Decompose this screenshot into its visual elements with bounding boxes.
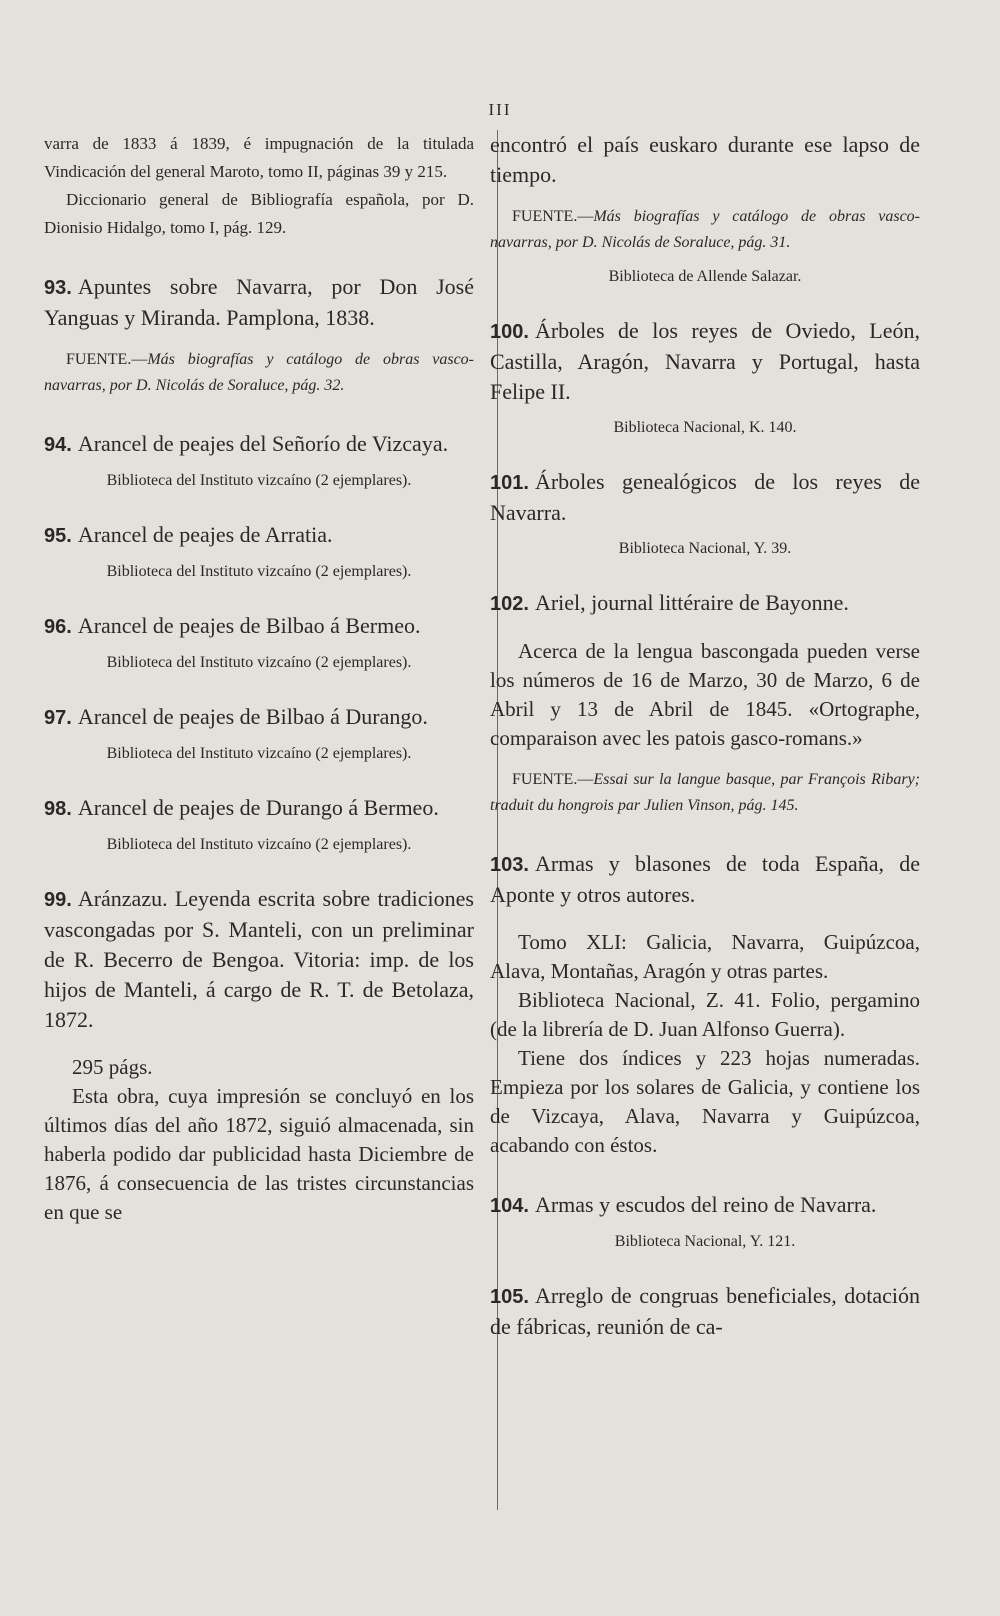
reference-note: Diccionario general de Bibliografía española, por D. Dionisio Hidalgo, tomo I, pág. 129. <box>44 190 474 237</box>
entry-number: 104. <box>490 1195 529 1217</box>
entry-number: 94. <box>44 434 72 456</box>
entry-source: FUENTE.—Essai sur la langue basque, par François Ribary; traduit du hongrois par Julien Vinson, pág. 145. <box>490 771 920 814</box>
entry-number: 103. <box>490 854 529 876</box>
entry-location: Biblioteca Nacional, Y. 39. <box>618 540 792 557</box>
entry-location: Biblioteca del Instituto vizcaíno (2 ejemplares). <box>106 472 412 489</box>
entry-95 <box>44 520 474 551</box>
entry-104 <box>490 1190 920 1221</box>
entry-title: Arancel de peajes de Durango á Bermeo. <box>77 795 439 820</box>
entry-title: Apuntes sobre Navarra, por Don José Yanguas y Miranda. Pamplona, 1838. <box>44 274 474 330</box>
entry-title: Ariel, journal littéraire de Bayonne. <box>534 590 849 615</box>
entry-number: 93. <box>44 277 72 299</box>
entry-99 <box>44 884 474 1035</box>
entry-location: Biblioteca Nacional, K. 140. <box>613 419 797 436</box>
entry-101 <box>490 467 920 528</box>
page-number: III <box>488 100 512 119</box>
continued-text: varra de 1833 á 1839, é impugnación de la titulada Vindicación del general Maroto, tomo II, páginas 39 y 215. <box>44 134 474 181</box>
entry-105 <box>490 1281 920 1342</box>
entry-location: Biblioteca de Allende Salazar. <box>608 268 802 285</box>
entry-98 <box>44 793 474 824</box>
entry-body: Acerca de la lengua bascongada pueden verse los números de 16 de Marzo, 30 de Marzo, 6 de Abril y 13 de Abril de 1845. «Ortographe, comparaison avec les patois gasco-romans.» <box>490 639 920 750</box>
entry-94 <box>44 429 474 460</box>
entry-location: Biblioteca del Instituto vizcaíno (2 ejemplares). <box>106 563 412 580</box>
entry-body: Esta obra, cuya impresión se concluyó en los últimos días del año 1872, siguió almacenada, sin haberla podido dar publicidad hasta Diciembre de 1876, á consecuencia de las tristes circunstancias en que se <box>44 1084 474 1224</box>
entry-body: Tiene dos índices y 223 hojas numeradas. Empieza por los solares de Galicia, y contiene los de Vizcaya, Alava, Navarra y Guipúzcoa, acabando con éstos. <box>490 1046 920 1157</box>
entry-number: 101. <box>490 472 529 494</box>
entry-title: Armas y escudos del reino de Navarra. <box>534 1192 877 1217</box>
entry-96 <box>44 611 474 642</box>
entry-number: 105. <box>490 1286 529 1308</box>
entry-body: Biblioteca Nacional, Z. 41. Folio, pergamino (de la librería de D. Juan Alfonso Guerra). <box>490 988 920 1041</box>
entry-title: Arancel de peajes de Arratia. <box>77 522 333 547</box>
entry-103 <box>490 849 920 910</box>
entry-title: Árboles de los reyes de Oviedo, León, Castilla, Aragón, Navarra y Portugal, hasta Felipe II. <box>490 318 920 404</box>
entry-93 <box>44 272 474 333</box>
entry-title: Arancel de peajes de Bilbao á Bermeo. <box>77 613 421 638</box>
right-column <box>490 130 920 1342</box>
entry-location: Biblioteca del Instituto vizcaíno (2 ejemplares). <box>106 836 412 853</box>
continued-text: encontró el país euskaro durante ese lapso de tiempo. <box>490 132 920 187</box>
entry-title: Arancel de peajes del Señorío de Vizcaya. <box>77 431 449 456</box>
entry-location: Biblioteca del Instituto vizcaíno (2 ejemplares). <box>106 745 412 762</box>
entry-title: Aránzazu. Leyenda escrita sobre tradiciones vascongadas por S. Manteli, con un preliminar de R. Becerro de Bengoa. Vitoria: imp. de los hijos de Manteli, á cargo de R. T. de Betolaza, 1872. <box>44 886 474 1032</box>
entry-97 <box>44 702 474 733</box>
entry-title: Árboles genealógicos de los reyes de Navarra. <box>490 469 920 525</box>
entry-title: Armas y blasones de toda España, de Aponte y otros autores. <box>490 851 920 907</box>
entry-title: Arreglo de congruas beneficiales, dotación de fábricas, reunión de ca- <box>490 1283 920 1339</box>
entry-title: Arancel de peajes de Bilbao á Durango. <box>77 704 428 729</box>
entry-location: Biblioteca del Instituto vizcaíno (2 ejemplares). <box>106 654 412 671</box>
entry-number: 98. <box>44 798 72 820</box>
entry-source: FUENTE.—Más biografías y catálogo de obras vasco-navarras, por D. Nicolás de Soraluce, pág. 32. <box>44 351 474 394</box>
entry-number: 95. <box>44 525 72 547</box>
entry-source: FUENTE.—Más biografías y catálogo de obras vasco-navarras, por D. Nicolás de Soraluce, pág. 31. <box>490 208 920 251</box>
entry-number: 97. <box>44 707 72 729</box>
entry-number: 96. <box>44 616 72 638</box>
entry-number: 100. <box>490 321 529 343</box>
entry-100 <box>490 316 920 407</box>
entry-number: 102. <box>490 593 529 615</box>
entry-body: Tomo XLI: Galicia, Navarra, Guipúzcoa, Alava, Montañas, Aragón y otras partes. <box>490 930 920 983</box>
entry-number: 99. <box>44 889 72 911</box>
left-column <box>44 130 474 1227</box>
entry-location: Biblioteca Nacional, Y. 121. <box>614 1233 796 1250</box>
entry-102 <box>490 588 920 619</box>
entry-pages: 295 págs. <box>72 1055 153 1079</box>
